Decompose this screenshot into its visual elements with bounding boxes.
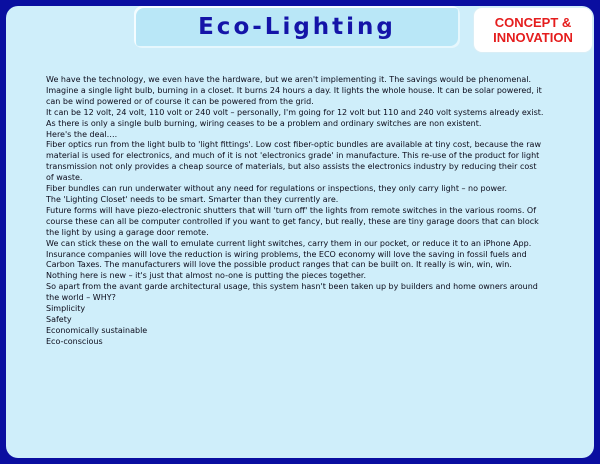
paragraph: Fiber bundles can run underwater without any need for regulations or inspections, they only carry light – no power. bbox=[46, 184, 508, 194]
paragraph: Imagine a single light bulb, burning in a closet. It burns 24 hours a day. It lights the whole house. It can be solar powered, it can be wind powered or of course it can be powered from the grid. bbox=[46, 85, 542, 106]
list-item: Simplicity bbox=[46, 304, 86, 314]
page-title: Eco-Lighting bbox=[198, 14, 396, 40]
list-item: Economically sustainable bbox=[46, 325, 148, 335]
paragraph: Here's the deal…. bbox=[46, 129, 118, 139]
article-body bbox=[46, 75, 546, 348]
paragraph: We have the technology, we even have the hardware, but we aren't implementing it. The savings would be phenomenal. bbox=[46, 75, 531, 84]
list-item: Eco-conscious bbox=[46, 336, 103, 346]
badge-line-2: INNOVATION bbox=[493, 30, 573, 45]
paragraph: We can stick these on the wall to emulate current light switches, carry them in our pocket, or reduce it to an iPhone App. bbox=[46, 238, 532, 248]
list-item: Safety bbox=[46, 314, 72, 324]
concept-innovation-badge bbox=[474, 8, 592, 52]
paragraph: The 'Lighting Closet' needs to be smart. Smarter than they currently are. bbox=[46, 194, 339, 204]
paragraph: Nothing here is new – it's just that almost no-one is putting the pieces together. bbox=[46, 271, 367, 281]
paragraph: As there is only a single bulb burning, wiring ceases to be a problem and ordinary switches are non existent. bbox=[46, 118, 482, 128]
paragraph: Insurance companies will love the reduction is wiring problems, the ECO economy will love the saving in fossil fuels and Carbon Taxes. The manufacturers will love the possible product ranges that can be built on. It really is win, win, win. bbox=[46, 249, 527, 270]
paragraph: It can be 12 volt, 24 volt, 110 volt or 240 volt – personally, I'm going for 12 volt but 110 and 240 volt systems already exist. bbox=[46, 107, 544, 117]
paragraph: So apart from the avant garde architectural usage, this system hasn't been taken up by builders and home owners around the world – WHY? bbox=[46, 282, 538, 303]
badge-line-1: CONCEPT & bbox=[494, 15, 572, 30]
paragraph: Fiber optics run from the light bulb to 'light fittings'. Low cost fiber-optic bundles are available at tiny cost, because the raw material is used for electronics, and much of it is not 'electronics grade' in manufacture. This re-use of the product for light transmission not only provides a cheap source of materials, but also assists the electronics industry by reducing their cost of waste. bbox=[46, 140, 541, 183]
paragraph: Future forms will have piezo-electronic shutters that will 'turn off' the lights from remote switches in the various rooms. Of course these can all be computer controlled if you want to get fancy, but really, these are tiny garage doors that can block the light by using a garage door remote. bbox=[46, 205, 539, 237]
title-tab bbox=[134, 6, 460, 48]
